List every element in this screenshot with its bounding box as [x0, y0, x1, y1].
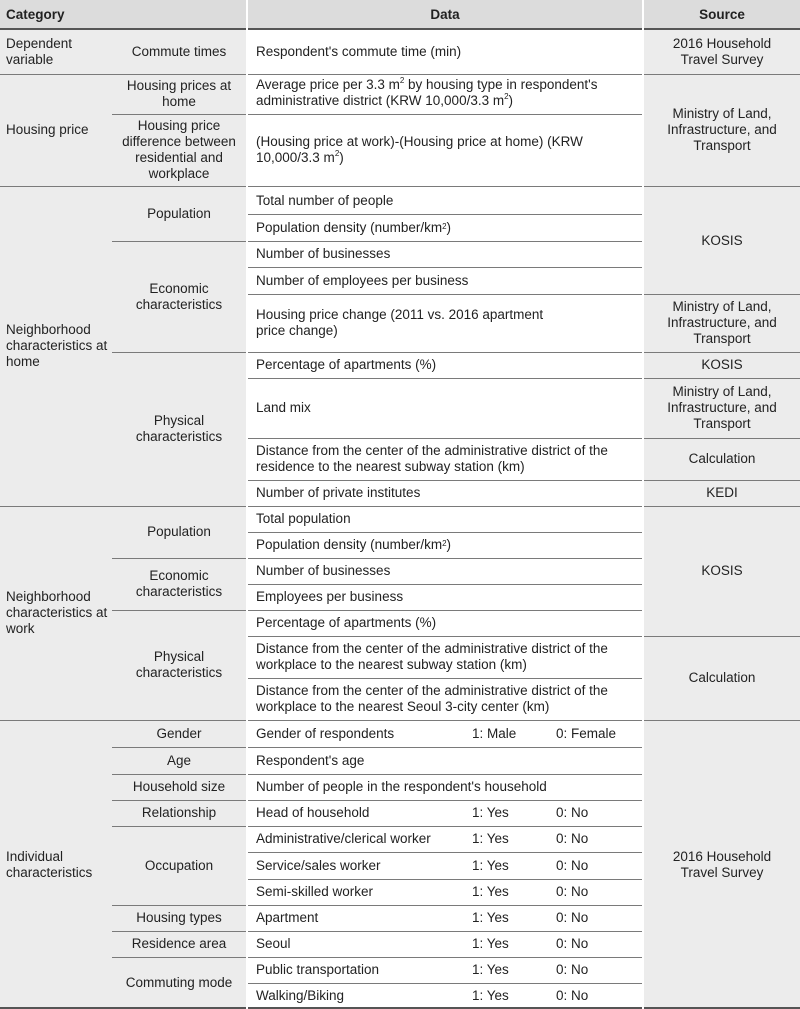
divider	[248, 214, 642, 215]
header-category: Category	[0, 0, 246, 29]
header-source: Source	[644, 0, 800, 29]
ind-val1: 1: Yes	[472, 857, 509, 873]
home-pop2-b: )	[446, 219, 452, 235]
home-eco3: Housing price change (2011 vs. 2016 apartment price change)	[256, 307, 544, 338]
divider	[248, 438, 800, 439]
work-category: Neighborhood characteristics at work	[6, 589, 108, 636]
divider	[112, 774, 642, 775]
home-src-calc: Calculation	[688, 451, 756, 466]
ind-val0: 0: Female	[556, 725, 617, 741]
housing-sub1: Housing prices at home	[126, 78, 232, 109]
divider	[0, 506, 800, 507]
work-population: Population	[147, 524, 211, 539]
housing-data2-a: (Housing price at work)-(Housing price at home) (KRW 10,000/3.3 m	[256, 134, 583, 165]
home-pop1: Total number of people	[256, 193, 394, 208]
ind-val1: 1: Yes	[472, 962, 509, 977]
column-separator	[246, 0, 248, 1009]
divider	[248, 294, 800, 295]
ind-val1: 1: Male	[472, 725, 517, 741]
housing-data1-c: )	[508, 93, 514, 108]
ind-val0: 0: No	[556, 910, 589, 925]
ind-val0: 0: No	[556, 988, 589, 1003]
housing-data2-b: )	[339, 150, 344, 165]
individual-category: Individual characteristics	[6, 848, 93, 880]
ind-val1: 1: Yes	[472, 936, 509, 951]
work-phy1: Percentage of apartments (%)	[256, 615, 437, 630]
home-population: Population	[147, 205, 211, 221]
divider	[0, 720, 800, 721]
housing-data2	[256, 114, 642, 186]
ind-sub-commuting: Commuting mode	[125, 975, 233, 990]
home-pop2-a: Population density (number/km	[256, 219, 443, 235]
home-src-kosis: KOSIS	[701, 233, 743, 248]
home-pop2: Population density (number/km $^2$ )	[256, 219, 452, 235]
ind-val1: 1: Yes	[472, 988, 509, 1003]
divider	[248, 879, 642, 880]
ind-val0: 0: No	[556, 962, 589, 977]
home-src-kedi: KEDI	[706, 485, 738, 500]
work-eco1: Number of businesses	[256, 563, 391, 578]
home-eco1: Number of businesses	[256, 246, 391, 261]
sup-m2: 2	[399, 75, 405, 85]
work-physical: Physical characteristics	[135, 649, 223, 680]
ind-val0: 0: No	[556, 805, 589, 820]
ind-data-row: Semi-skilled worker	[256, 884, 374, 899]
divider	[112, 352, 800, 353]
ind-data-row: Gender of respondents	[256, 725, 395, 741]
home-src-ministry: Ministry of Land, Infrastructure, and Transport	[667, 299, 777, 346]
home-phy3: Distance from the center of the administrative district of the residence to the nearest subway station (km)	[256, 443, 608, 474]
work-src-calc: Calculation	[688, 670, 756, 685]
ind-data-row: Number of people in the respondent's household	[256, 779, 547, 794]
divider	[112, 241, 642, 242]
home-physical: Physical characteristics	[135, 413, 223, 444]
housing-sub2: Housing price difference between residential and workplace	[122, 118, 236, 181]
sup-m2: 2	[504, 91, 509, 101]
ind-data-row: Head of household	[256, 805, 370, 820]
divider	[248, 267, 642, 268]
dependent-source: 2016 Household Travel Survey	[672, 35, 772, 67]
work-phy2: Distance from the center of the administrative district of the workplace to the nearest subway station (km)	[256, 641, 608, 672]
home-phy2: Land mix	[256, 400, 311, 415]
divider	[248, 852, 642, 853]
ind-data-row: Seoul	[256, 936, 291, 951]
divider	[112, 114, 644, 115]
home-src-ministry2: Ministry of Land, Infrastructure, and Transport	[667, 384, 777, 431]
housing-data1-b: by housing type in respondent's administrative district (KRW 10,000/3.3 m	[256, 77, 598, 108]
housing-data1-a: Average price per 3.3 m	[256, 77, 400, 92]
ind-sub-household: Household size	[132, 779, 226, 794]
ind-sub-housing: Housing types	[136, 910, 222, 925]
ind-data-row: Administrative/clerical worker	[256, 831, 431, 846]
divider	[0, 1007, 800, 1009]
column-separator	[642, 0, 644, 1009]
ind-val1: 1: Yes	[472, 910, 509, 925]
home-phy1: Percentage of apartments (%)	[256, 357, 437, 372]
ind-val1: 1: Yes	[472, 831, 509, 846]
work-pop2-a: Population density (number/km	[256, 537, 443, 552]
home-category: Neighborhood characteristics at home	[6, 322, 108, 369]
work-economic: Economic characteristics	[135, 568, 223, 599]
divider	[248, 378, 800, 379]
ind-val0: 0: No	[556, 857, 589, 873]
ind-val0: 0: No	[556, 936, 589, 951]
ind-sub-gender: Gender	[156, 725, 202, 741]
divider	[0, 28, 800, 30]
ind-data-row: Public transportation	[256, 962, 380, 977]
ind-val1: 1: Yes	[472, 884, 509, 899]
divider	[112, 800, 642, 801]
home-src-kosis2: KOSIS	[701, 357, 743, 372]
divider	[248, 480, 800, 481]
divider	[0, 74, 800, 75]
divider	[112, 931, 642, 932]
divider	[0, 186, 800, 187]
work-pop1: Total population	[256, 511, 351, 526]
ind-data-row: Service/sales worker	[256, 857, 381, 873]
dependent-data: Respondent's commute time (min)	[256, 43, 462, 59]
divider	[112, 747, 642, 748]
ind-data-row: Apartment	[256, 910, 319, 925]
divider	[248, 584, 642, 585]
sup-m2: 2	[334, 148, 340, 158]
individual-source: 2016 Household Travel Survey	[672, 848, 772, 880]
divider	[112, 957, 642, 958]
work-eco2: Employees per business	[256, 589, 404, 604]
housing-source: Ministry of Land, Infrastructure, and Transport	[667, 106, 777, 153]
ind-val1: 1: Yes	[472, 805, 509, 820]
ind-val0: 0: No	[556, 831, 589, 846]
home-eco2: Number of employees per business	[256, 272, 469, 288]
work-phy3: Distance from the center of the administrative district of the workplace to the nearest Seoul 3-city center (km)	[256, 683, 608, 714]
home-economic: Economic characteristics	[135, 280, 223, 312]
ind-sub-age: Age	[166, 752, 192, 768]
divider	[248, 532, 642, 533]
divider	[248, 678, 642, 679]
housing-category: Housing price	[6, 122, 89, 137]
ind-val0: 0: No	[556, 884, 589, 899]
divider	[248, 983, 642, 984]
ind-data-row: Walking/Biking	[256, 988, 345, 1003]
ind-sub-occupation: Occupation	[144, 857, 214, 873]
ind-sub-residence: Residence area	[131, 936, 227, 951]
ind-sub-relationship: Relationship	[141, 805, 217, 820]
ind-data-row: Respondent's age	[256, 752, 365, 768]
work-pop2: Population density (number/km $^2$ )	[256, 537, 452, 552]
home-phy4: Number of private institutes	[256, 485, 421, 500]
work-src-kosis: KOSIS	[701, 563, 743, 578]
dependent-sub: Commute times	[131, 43, 227, 59]
divider	[112, 905, 642, 906]
dependent-category: Dependent variable	[6, 35, 73, 67]
divider	[112, 558, 642, 559]
divider	[248, 636, 800, 637]
work-pop2-b: )	[446, 537, 452, 552]
divider	[112, 826, 642, 827]
divider	[112, 610, 642, 611]
header-data: Data	[248, 0, 642, 29]
housing-data1	[256, 74, 642, 114]
